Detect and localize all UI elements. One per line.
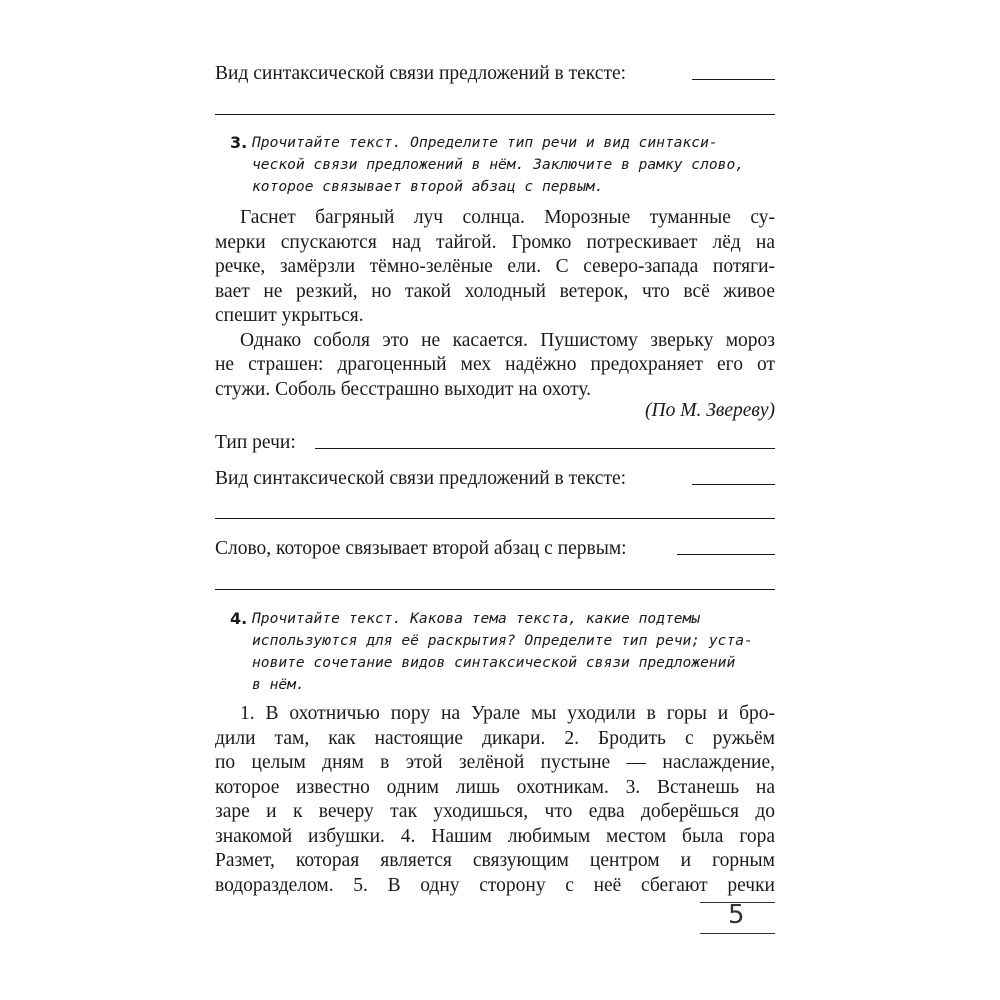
task-3-instruction	[252, 132, 775, 198]
task-3-instruction-line: ческой связи предложений в нём. Заключите в рамку слово,	[252, 156, 745, 173]
speech-type-label: Тип речи:	[215, 432, 296, 453]
task-4-instruction-line: новите сочетание видов синтаксической связи предложений	[252, 654, 736, 671]
top-syntax-label: Вид синтаксической связи предложений в тексте:	[215, 63, 627, 84]
text-line: не страшен: драгоценный мех надёжно предохраняет его от	[215, 354, 775, 375]
task-3-number: 3.	[230, 133, 248, 152]
task-4	[230, 608, 775, 696]
text-source: (По М. Звереву)	[645, 400, 775, 421]
text-line: речке, замёрзли тёмно-зелёные ели. С северо-запада потяги-	[215, 256, 775, 277]
link-word-answer-line-2[interactable]	[215, 589, 775, 590]
link-word-label: Слово, которое связывает второй абзац с первым:	[215, 538, 627, 559]
task-4-instruction-line: используются для её раскрытия? Определите тип речи; уста-	[252, 632, 753, 649]
task-3-syntax-label: Вид синтаксической связи предложений в тексте:	[215, 468, 627, 489]
page-number: 5	[728, 900, 745, 930]
speech-type-answer-line[interactable]	[315, 448, 775, 449]
task-4-text	[215, 702, 775, 898]
top-syntax-answer-line[interactable]	[692, 79, 775, 80]
text-line: 1. В охотничью пору на Урале мы уходили в горы и бро-	[240, 703, 775, 724]
task-3-syntax-answer-line[interactable]	[692, 484, 775, 485]
text-line: Однако соболя это не касается. Пушистому зверьку мороз	[240, 329, 775, 351]
text-line: вает не резкий, но такой холодный ветерок, что всё живое	[215, 280, 775, 302]
text-line: Гаснет багряный луч солнца. Морозные туманные су-	[240, 207, 775, 228]
text-line: мерки спускаются над тайгой. Громко потрескивает лёд на	[215, 231, 775, 253]
text-line: дили там, как настоящие дикари. 2. Бродить с ружьём	[215, 727, 775, 749]
task-3-text	[215, 206, 775, 402]
link-word-answer-line[interactable]	[677, 554, 775, 555]
task-3-syntax-answer-line-2[interactable]	[215, 518, 775, 519]
text-line: водоразделом. 5. В одну сторону с неё сбегают речки	[215, 874, 775, 896]
text-line: спешит укрыться.	[215, 305, 364, 326]
text-line: которое известно одним лишь охотникам. 3. Встанешь на	[215, 776, 775, 798]
task-3-instruction-line: которое связывает второй абзац с первым.	[252, 178, 604, 195]
task-4-instruction-line: Прочитайте текст. Какова тема текста, какие подтемы	[252, 610, 701, 627]
text-line: знакомой избушки. 4. Нашим любимым местом была гора	[215, 825, 775, 847]
task-4-number: 4.	[230, 609, 248, 628]
text-line: по целым дням в этой зелёной пустыне — наслаждение,	[215, 752, 775, 773]
top-syntax-answer-line-2[interactable]	[215, 114, 775, 115]
text-line: заре и к вечеру так уходишься, что едва доберёшься до	[215, 801, 775, 822]
text-line: Размет, которая является связующим центром и горным	[215, 850, 775, 871]
task-4-instruction	[252, 608, 775, 696]
page-number-rule-bottom	[700, 933, 775, 934]
task-3	[230, 132, 775, 198]
task-4-instruction-line: в нём.	[252, 676, 305, 693]
text-line: стужи. Соболь бесстрашно выходит на охоту.	[215, 378, 592, 400]
task-3-instruction-line: Прочитайте текст. Определите тип речи и вид синтакси-	[252, 134, 718, 151]
